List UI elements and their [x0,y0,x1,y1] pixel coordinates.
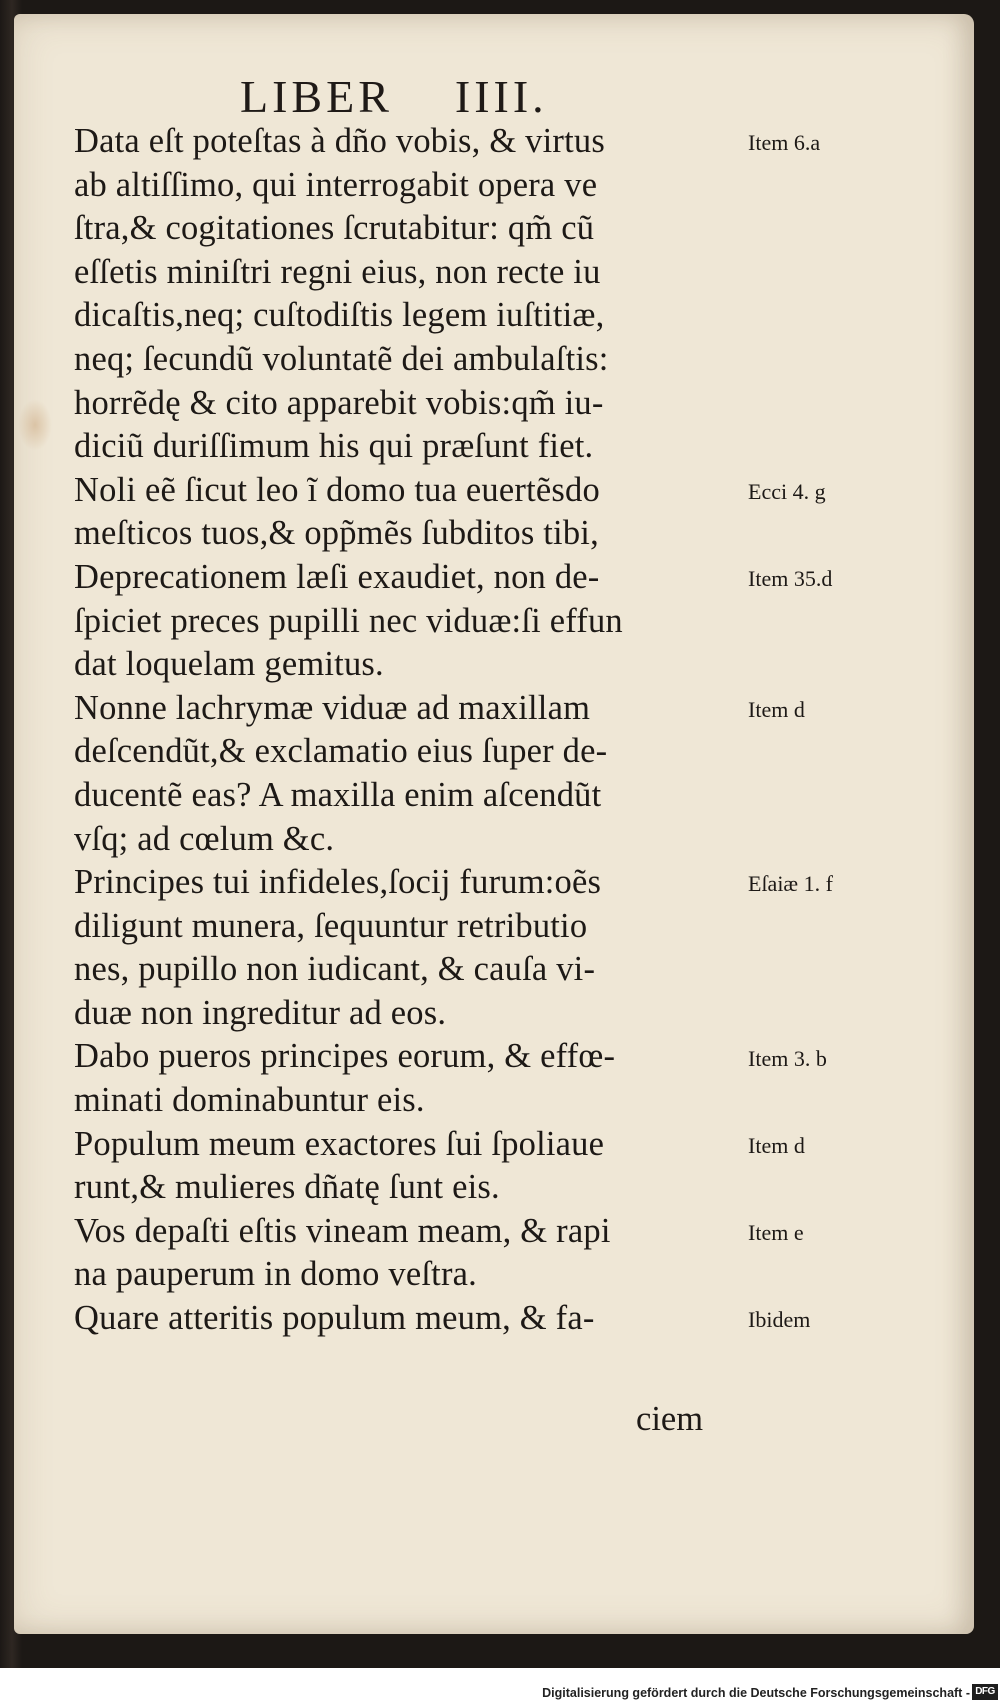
body-text [74,120,734,1341]
text-line: ſtra,& cogitationes ſcrutabitur: qm̃ cũ [74,209,595,248]
margin-note: Item d [748,696,805,722]
header-title: LIBER [240,71,393,122]
text-line: Data eſt poteſtas à dño vobis, & virtus [74,122,605,160]
text-line: neq; ſecundũ voluntatẽ dei ambulaſtis: [74,339,609,378]
text-line: ab altiſſimo, qui interrogabit opera ve [74,165,598,204]
funding-credit: Digitalisierung gefördert durch die Deutsche Forschungsgemeinschaft - [542,1686,970,1700]
margin-note: Item e [748,1220,804,1245]
margin-note: Item d [748,1132,805,1158]
text-line: Deprecationem læſi exaudiet, non de- [74,557,600,596]
margin-note: Item 6.a [748,130,821,155]
margin-note: Eſaiæ 1. f [748,871,833,897]
margin-note: Ibidem [748,1307,811,1333]
margin-note: Item 3. b [748,1045,827,1071]
text-line: horrẽdę & cito apparebit vobis:qm̃ iu- [74,383,604,422]
text-line: Populum meum exactores ſui ſpoliaue [74,1124,605,1163]
text-line: Vos depaſti eſtis vineam meam, & rapi [74,1211,611,1250]
text-line: nes, pupillo non iudicant, & cauſa vi- [74,950,596,989]
text-line: Noli eẽ ſicut leo ĩ domo tua euertẽsdo [74,470,600,509]
text-line: runt,& mulieres dñatę ſunt eis. [74,1168,500,1207]
paper-stain [18,399,52,451]
text-line: vſq; ad cœlum &c. [74,819,335,858]
catchword: ciem [636,1400,704,1438]
text-line: meſticos tuos,& opp̃mẽs ſubditos tibi, [74,514,599,553]
text-line: Quare atteritis populum meum, & fa- [74,1299,595,1338]
margin-note: Ecci 4. g [748,478,826,504]
dfg-logo: DFG [972,1684,998,1700]
text-line: minati dominabuntur eis. [74,1081,425,1120]
text-line: dat loquelam gemitus. [74,645,384,684]
text-line: deſcendũt,& exclamatio eius ſuper de- [74,732,608,771]
text-line: eſſetis miniſtri regni eius, non recte iu [74,252,601,291]
text-line: Dabo pueros principes eorum, & effœ- [74,1037,616,1076]
text-line: na pauperum in domo veſtra. [74,1255,477,1294]
text-line: ſpiciet preces pupilli nec viduæ:ſi effun [74,601,623,640]
text-line: diciũ duriſſimum his qui præſunt fiet. [74,427,594,466]
text-line: Principes tui infideles,ſocij furum:oẽs [74,863,602,902]
text-line: duæ non ingreditur ad eos. [74,993,447,1032]
text-line: diligunt munera, ſequuntur retributio [74,906,588,945]
text-line: dicaſtis,neq; cuſtodiſtis legem iuſtitiæ, [74,296,605,335]
text-line: ducentẽ eas? A maxilla enim aſcendũt [74,775,602,814]
text-line: Nonne lachrymæ viduæ ad maxillam [74,688,591,727]
header-book-number: IIII. [454,71,548,122]
margin-note: Item 35.d [748,566,833,591]
